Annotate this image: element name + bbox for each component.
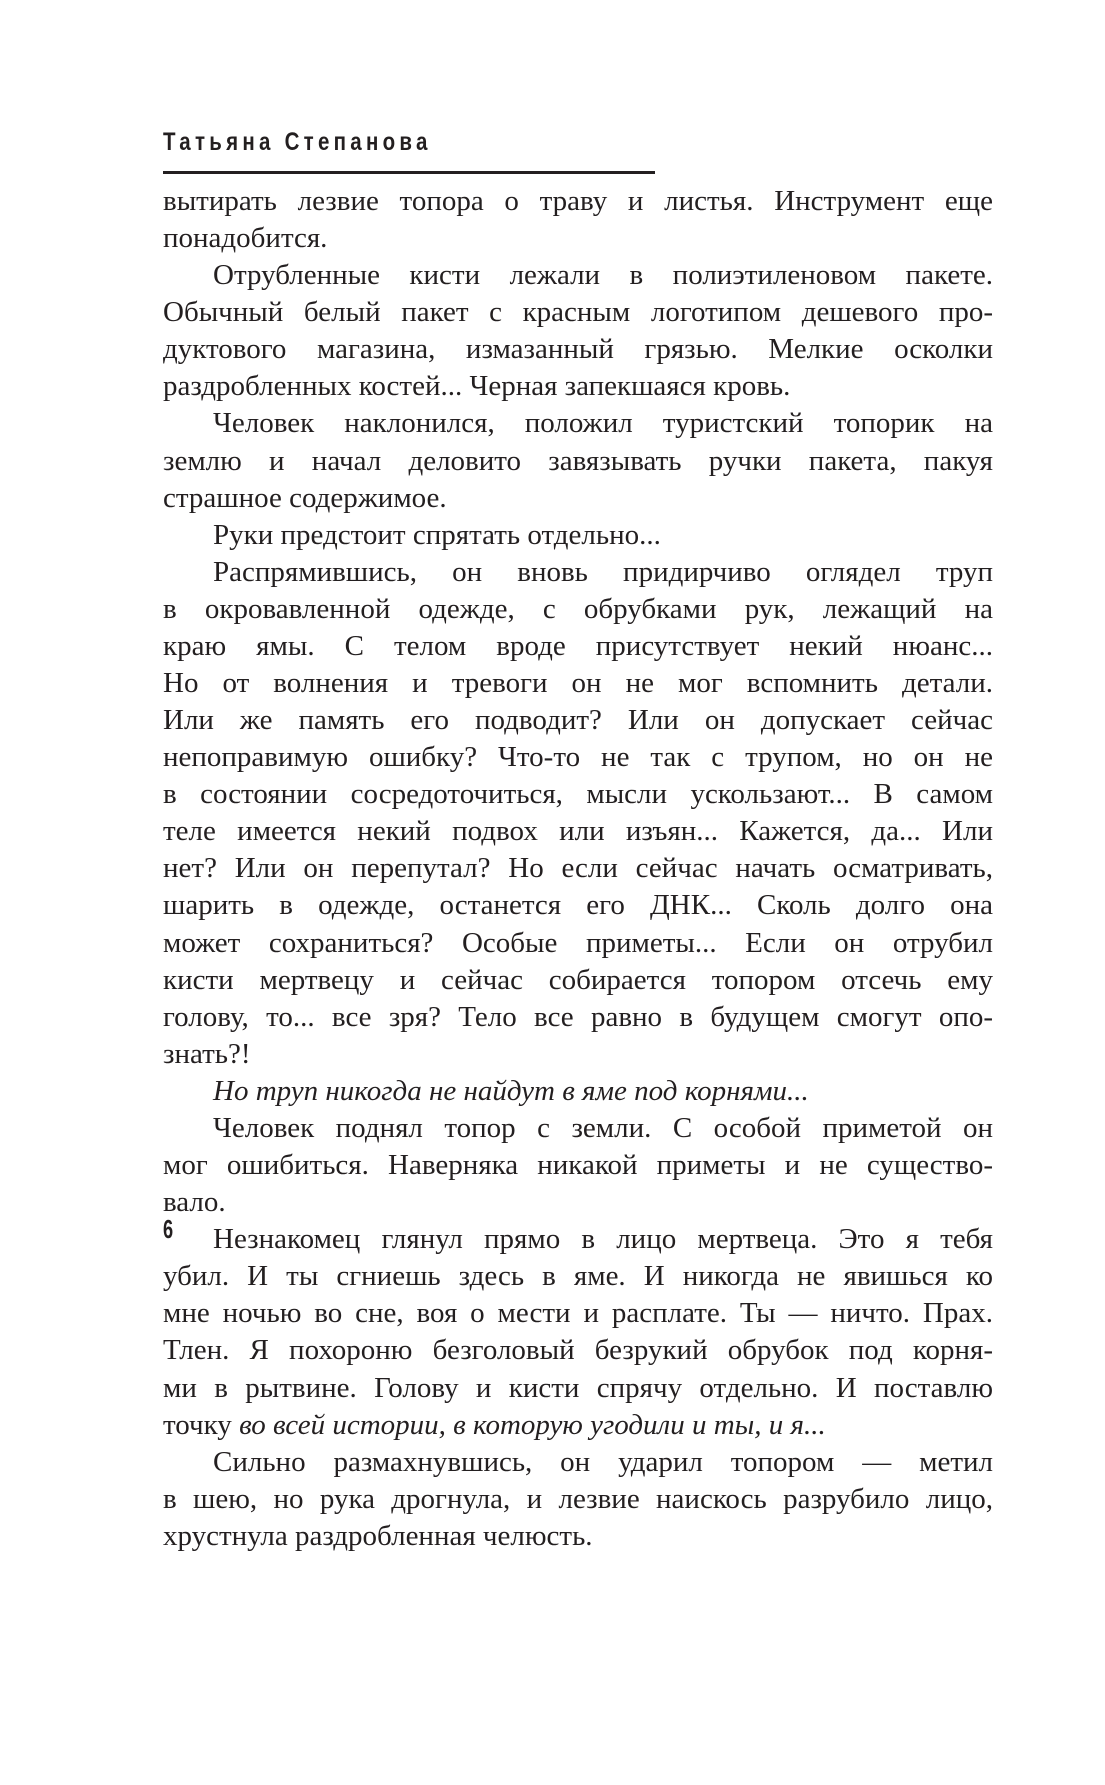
text-segment: шарить в одежде, останется его ДНК... Сколь долго она: [163, 889, 993, 922]
italic-text-segment: во всей истории, в которую угодили и ты, и я...: [239, 1408, 826, 1441]
text-segment: непоправимую ошибку? Что-то не так с трупом, но он не: [163, 741, 993, 774]
text-segment: Незнакомец глянул прямо в лицо мертвеца. Это я тебя: [213, 1223, 993, 1256]
text-segment: может сохраниться? Особые приметы... Если он отрубил: [163, 926, 993, 959]
text-segment: Распрямившись, он вновь придирчиво оглядел труп: [213, 555, 993, 588]
text-line: [163, 850, 993, 887]
text-segment: краю ямы. С телом вроде присутствует некий нюанс...: [163, 629, 993, 662]
text-segment: хрустнула раздробленная челюсть.: [163, 1519, 593, 1552]
body-text: [163, 183, 993, 1555]
text-line: [163, 1221, 993, 1258]
text-line: [163, 1295, 993, 1332]
text-line: [163, 999, 993, 1036]
text-line: [163, 220, 993, 257]
text-segment: голову, то... все зря? Тело все равно в будущем смогут опо-: [163, 1000, 993, 1033]
text-line: [163, 665, 993, 702]
text-segment: нет? Или он перепутал? Но если сейчас начать осматривать,: [163, 852, 993, 885]
text-segment: мог ошибиться. Наверняка никакой приметы и не существо-: [163, 1149, 993, 1182]
text-line: [163, 443, 993, 480]
text-line: [163, 776, 993, 813]
text-segment: вытирать лезвие топора о траву и листья. Инструмент еще: [163, 185, 993, 217]
text-line: [163, 517, 993, 554]
text-segment: ми в рытвине. Голову и кисти спрячу отдельно. И поставлю: [163, 1371, 993, 1404]
text-line: [163, 962, 993, 999]
text-segment: мне ночью во сне, воя о мести и расплате. Ты — ничто. Прах.: [163, 1297, 993, 1330]
text-segment: убил. И ты сгниешь здесь в яме. И никогда не явишься ко: [163, 1260, 993, 1293]
text-segment: Но от волнения и тревоги он не мог вспомнить детали.: [163, 667, 993, 700]
text-line: [163, 331, 993, 368]
text-line: [163, 257, 993, 294]
text-line: [163, 1073, 993, 1110]
text-line: [163, 1184, 993, 1221]
text-line: [163, 702, 993, 739]
text-line: [163, 480, 993, 517]
text-line: [163, 1036, 993, 1073]
text-segment: теле имеется некий подвох или изъян... Кажется, да... Или: [163, 815, 993, 848]
text-line: [163, 1481, 993, 1518]
text-line: [163, 1258, 993, 1295]
text-line: [163, 591, 993, 628]
header-rule: [163, 171, 655, 174]
text-segment: Руки предстоит спрятать отдельно...: [213, 518, 661, 551]
text-segment: понадобится.: [163, 222, 328, 255]
text-segment: знать?!: [163, 1037, 251, 1070]
text-segment: Или же память его подводит? Или он допускает сейчас: [163, 704, 993, 737]
text-segment: Обычный белый пакет с красным логотипом дешевого про-: [163, 296, 993, 329]
text-segment: Отрубленные кисти лежали в полиэтиленовом пакете.: [213, 259, 993, 292]
page-number: 6: [163, 1214, 174, 1244]
text-segment: дуктового магазина, измазанный грязью. Мелкие осколки: [163, 333, 993, 366]
text-line: [163, 813, 993, 850]
text-segment: страшное содержимое.: [163, 481, 447, 514]
text-line: [163, 1370, 993, 1407]
text-line: [163, 1444, 993, 1481]
text-line: [163, 1147, 993, 1184]
text-segment: землю и начал деловито завязывать ручки пакета, пакуя: [163, 444, 993, 477]
text-segment: Человек поднял топор с земли. С особой приметой он: [213, 1111, 993, 1144]
text-segment: в состоянии сосредоточиться, мысли ускользают... В самом: [163, 778, 993, 811]
text-segment: Тлен. Я похороню безголовый безрукий обрубок под корня-: [163, 1334, 993, 1367]
text-line: [163, 554, 993, 591]
text-line: [163, 1110, 993, 1147]
text-line: [163, 628, 993, 665]
text-line: [163, 1332, 993, 1369]
text-line: [163, 294, 993, 331]
text-segment: кисти мертвецу и сейчас собирается топором отсечь ему: [163, 963, 993, 996]
running-head-author: Татьяна Степанова: [163, 128, 432, 156]
text-segment: в окровавленной одежде, с обрубками рук, лежащий на: [163, 592, 993, 625]
text-segment: Сильно размахнувшись, он ударил топором — метил: [213, 1445, 993, 1478]
text-segment: в шею, но рука дрогнула, и лезвие наискось разрубило лицо,: [163, 1482, 993, 1515]
text-line: [163, 368, 993, 405]
text-line: [163, 405, 993, 442]
text-line: [163, 925, 993, 962]
text-segment: точку: [163, 1408, 240, 1441]
text-line: [163, 887, 993, 924]
text-segment: вало.: [163, 1186, 226, 1219]
text-segment: раздробленных костей... Черная запекшаяся кровь.: [163, 370, 791, 403]
text-line: [163, 1407, 993, 1444]
text-line: [163, 739, 993, 776]
italic-text-segment: Но труп никогда не найдут в яме под корнями...: [213, 1074, 809, 1107]
text-segment: Человек наклонился, положил туристский топорик на: [213, 407, 993, 440]
text-line: [163, 183, 993, 220]
text-line: [163, 1518, 993, 1555]
